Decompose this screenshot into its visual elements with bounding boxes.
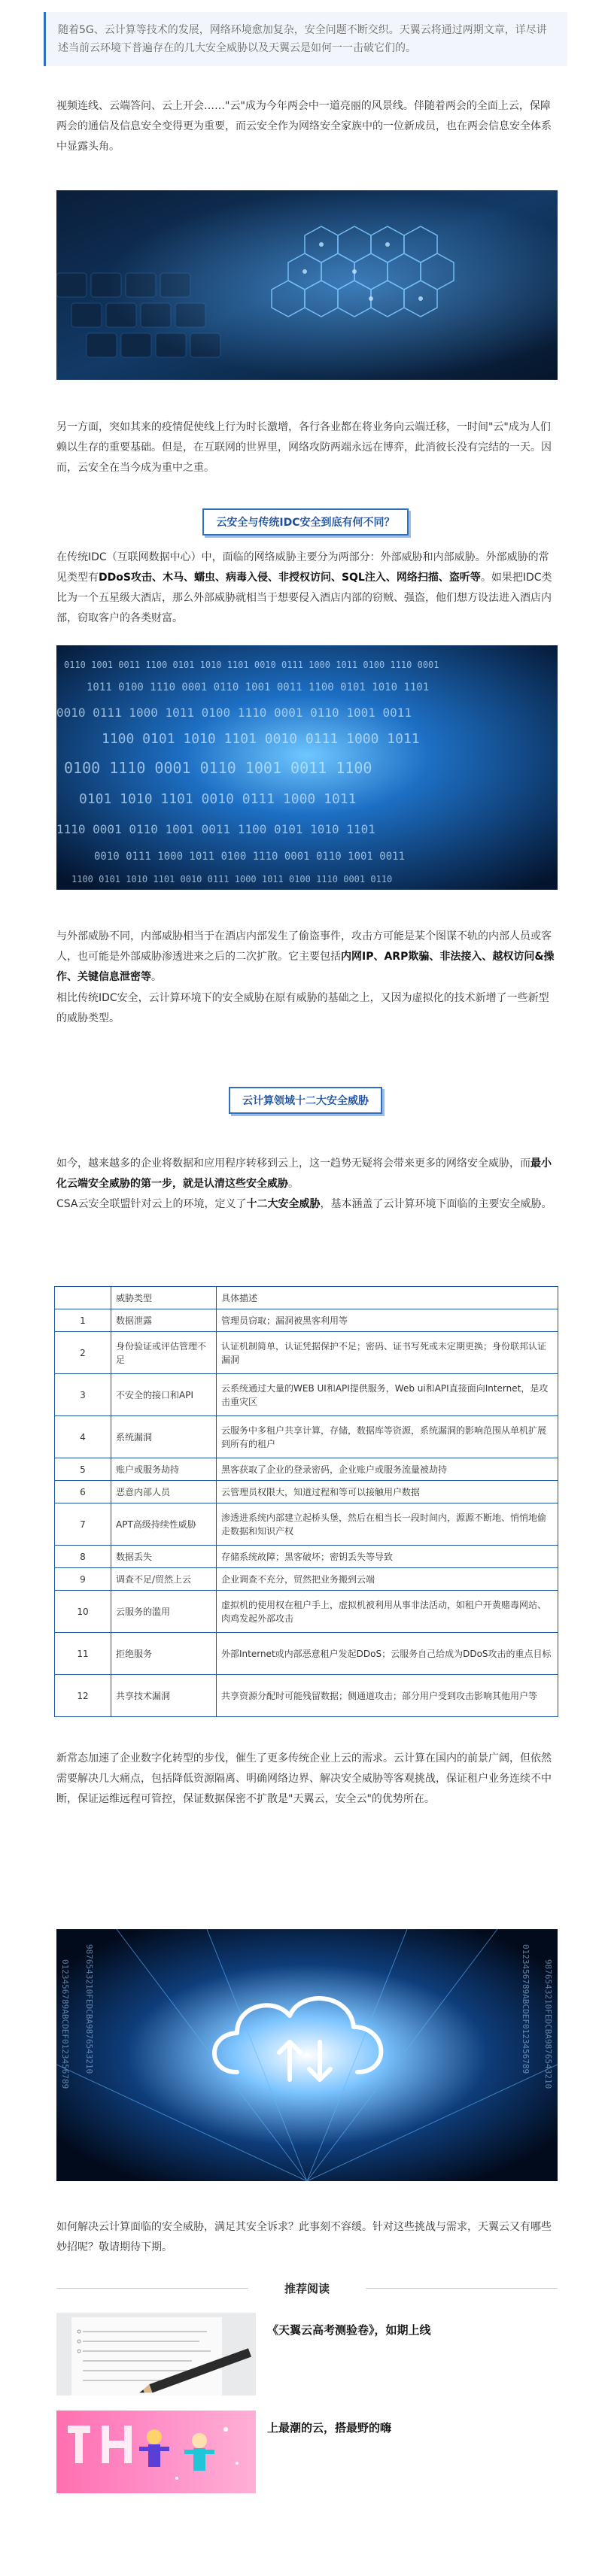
row-index: 4 — [55, 1416, 111, 1458]
row-index: 2 — [55, 1332, 111, 1374]
row-description: 共享资源分配时可能残留数据；侧通道攻击；部分用户受到攻击影响其他用户等 — [217, 1675, 558, 1717]
row-index: 10 — [55, 1591, 111, 1633]
row-description: 虚拟机的使用权在租户手上，虚拟机被利用从事非法活动，如租户开黄赌毒网站、肉鸡发起外部攻击 — [217, 1591, 558, 1633]
row-threat-type: 拒绝服务 — [111, 1633, 217, 1675]
section-title-cloud-vs-idc — [0, 508, 611, 536]
hero-image-cloud — [56, 1929, 558, 2181]
svg-text:1011 0100 1110 0001 0110 1001: 1011 0100 1110 0001 0110 1001 0011 1100 0101 1010 1101 — [87, 681, 430, 693]
paragraph-next-issue: 如何解决云计算面临的安全威胁，满足其安全诉求？此事刻不容缓。针对这些挑战与需求，天翼云又有哪些妙招呢？敬请期待下期。 — [56, 2221, 552, 2253]
row-threat-type: 恶意内部人员 — [111, 1481, 217, 1503]
row-threat-type: 云服务的滥用 — [111, 1591, 217, 1633]
recommend-item[interactable] — [56, 2411, 558, 2493]
intro-box — [44, 12, 567, 66]
table-row — [55, 1332, 558, 1374]
header-threat-type: 威胁类型 — [111, 1287, 217, 1309]
row-threat-type: 数据泄露 — [111, 1309, 217, 1332]
table-row — [55, 1633, 558, 1675]
row-description: 云系统通过大量的WEB UI和API提供服务，Web ui和API直接面向Internet，是攻击重灾区 — [217, 1374, 558, 1416]
threat-table — [54, 1286, 558, 1717]
keyboard-network-illustration — [56, 190, 558, 380]
recommend-header — [56, 2279, 558, 2298]
svg-text:9876543210FEDCBA9876543210: 9876543210FEDCBA9876543210 — [543, 1959, 553, 2089]
row-threat-type: 不安全的接口和API — [111, 1374, 217, 1416]
recommend-label: 推荐阅读 — [284, 2282, 330, 2295]
row-description: 黑客获取了企业的登录密码，企业账户或服务流量被劫持 — [217, 1458, 558, 1481]
recommend-thumbnail[interactable] — [56, 2313, 256, 2395]
paragraph-csa: CSA云安全联盟针对云上的环境，定义了十二大安全威胁，基本涵盖了云计算环境下面临的主要安全威胁。 — [56, 1198, 552, 1210]
svg-text:0100 1110 0001 0110 1001 0011: 0100 1110 0001 0110 1001 0011 1100 — [64, 759, 372, 777]
recommend-thumbnail[interactable] — [56, 2411, 256, 2493]
row-index: 7 — [55, 1503, 111, 1546]
paragraph-digital-transformation: 新常态加速了企业数字化转型的步伐，催生了更多传统企业上云的需求。云计算在国内的前景广阔，但依然需要解决几大痛点，包括降低资源隔离、明确网络边界、解决安全威胁等客观挑战，保证租户业务连续不中断，保证运维远程可管控，保证数据保密不扩散是"天翼云，安全云"的优势所在。 — [56, 1752, 552, 1805]
row-threat-type: 调查不足/贸然上云 — [111, 1568, 217, 1591]
paragraph-two-sessions: 视频连线、云端答问、云上开会……"云"成为今年两会中一道亮丽的风景线。伴随着两会的全面上云，保障两会的通信及信息安全变得更为重要，而云安全作为网络安全家族中的一位新成员，也在两会信息安全体系中显露头角。 — [56, 100, 552, 153]
section-title-label: 云安全与传统IDC安全到底有何不同？ — [202, 508, 408, 536]
row-description: 渗透进系统内部建立起桥头堡，然后在相当长一段时间内，源源不断地、悄悄地偷走数据和知识产权 — [217, 1503, 558, 1546]
row-index: 1 — [55, 1309, 111, 1332]
svg-text:0010 0111 1000 1011 0100 1110: 0010 0111 1000 1011 0100 1110 0001 0110 1001 0011 — [56, 705, 412, 720]
table-row — [55, 1458, 558, 1481]
header-index — [55, 1287, 111, 1309]
row-threat-type: 身份验证或评估管理不足 — [111, 1332, 217, 1374]
colorful-dancers-image — [56, 2411, 256, 2493]
row-index: 11 — [55, 1633, 111, 1675]
table-row — [55, 1568, 558, 1591]
svg-text:0101 1010 1101 0010 0111 1000: 0101 1010 1101 0010 0111 1000 1011 — [79, 791, 357, 807]
row-description: 云管理员权限大，知道过程和等可以接触用户数据 — [217, 1481, 558, 1503]
intro-text: 随着5G、云计算等技术的发展，网络环境愈加复杂，安全问题不断交织。天翼云将通过两期文章，详尽讲述当前云环境下普遍存在的几大安全威胁以及天翼云是如何一一击破它们的。 — [58, 24, 547, 54]
table-row — [55, 1503, 558, 1546]
svg-text:1110 0001 0110 1001 0011 1100: 1110 0001 0110 1001 0011 1100 0101 1010 1101 — [56, 822, 375, 836]
row-description: 管理员窃取；漏洞被黑客利用等 — [217, 1309, 558, 1332]
row-description: 企业调查不充分，贸然把业务搬到云端 — [217, 1568, 558, 1591]
recommend-item[interactable] — [56, 2313, 558, 2395]
svg-text:0123456789ABCDEF0123456789: 0123456789ABCDEF0123456789 — [60, 1959, 70, 2089]
hero-image-binary — [56, 645, 558, 890]
row-threat-type: 数据丢失 — [111, 1546, 217, 1568]
paragraph-data-migration: 如今，越来越多的企业将数据和应用程序转移到云上，这一趋势无疑将会带来更多的网络安全威胁，而最小化云端安全威胁的第一步，就是认清这些安全威胁。 — [56, 1158, 552, 1190]
table-row — [55, 1591, 558, 1633]
cloud-upload-illustration — [56, 1929, 558, 2181]
row-index: 9 — [55, 1568, 111, 1591]
svg-text:1100 0101 1010 1101 0010 0111: 1100 0101 1010 1101 0010 0111 1000 1011 0100 1110 0001 0110 — [71, 874, 393, 884]
recommend-title[interactable]: 《天翼云高考测验卷》，如期上线 — [267, 2323, 431, 2337]
row-threat-type: 账户或服务劫持 — [111, 1458, 217, 1481]
row-index: 5 — [55, 1458, 111, 1481]
binary-code-illustration — [56, 645, 558, 890]
row-index: 6 — [55, 1481, 111, 1503]
table-row — [55, 1416, 558, 1458]
row-threat-type: 共享技术漏洞 — [111, 1675, 217, 1717]
paragraph-internal-threats: 与外部威胁不同，内部威胁相当于在酒店内部发生了偷盗事件，攻击方可能是某个图谋不轨的内部人员或客人，也可能是外部威胁渗透进来之后的二次扩散。它主要包括内网IP、ARP欺骗、非法接入、越权访问&操作、关键信息泄密等。 — [56, 930, 555, 983]
paragraph-idc-threats: 在传统IDC（互联网数据中心）中，面临的网络威胁主要分为两部分：外部威胁和内部威胁。外部威胁的常见类型有DDoS攻击、木马、蠕虫、病毒入侵、非授权访问、SQL注入、网络扫描、盗听等。如果把IDC类比为一个五星级大酒店，那么外部威胁就相当于想要侵入酒店内部的窃贼、强盗，他们想方设法进入酒店内部，窃取客户的各类财富。 — [56, 551, 552, 624]
svg-text:1100 0101 1010 1101 0010 0111: 1100 0101 1010 1101 0010 0111 1000 1011 — [102, 731, 420, 747]
svg-text:0010 0111 1000 1011 0100 1110: 0010 0111 1000 1011 0100 1110 0001 0110 1001 0011 — [94, 851, 406, 863]
table-row — [55, 1675, 558, 1717]
row-description: 云服务中多租户共享计算，存储，数据库等资源，系统漏洞的影响范围从单机扩展到所有的租户 — [217, 1416, 558, 1458]
table-row — [55, 1546, 558, 1568]
exam-paper-pencil-image — [56, 2313, 256, 2395]
row-description: 外部Internet或内部恶意租户发起DDoS；云服务自己给成为DDoS攻击的重点目标 — [217, 1633, 558, 1675]
row-threat-type: APT高级持续性威胁 — [111, 1503, 217, 1546]
section-title-twelve-threats — [0, 1087, 611, 1114]
row-index: 12 — [55, 1675, 111, 1717]
recommend-title[interactable]: 上最潮的云，搭最野的嗨 — [267, 2421, 392, 2435]
table-row — [55, 1374, 558, 1416]
svg-text:0123456789ABCDEF0123456789: 0123456789ABCDEF0123456789 — [521, 1944, 530, 2074]
row-description: 认证机制简单，认证凭据保护不足；密码、证书写死或未定期更换；身份联邦认证漏洞 — [217, 1332, 558, 1374]
row-index: 8 — [55, 1546, 111, 1568]
row-threat-type: 系统漏洞 — [111, 1416, 217, 1458]
svg-text:0110 1001 0011 1100 0101 1010: 0110 1001 0011 1100 0101 1010 1101 0010 0111 1000 1011 0100 1110 0001 — [64, 660, 439, 670]
row-index: 3 — [55, 1374, 111, 1416]
table-header-row — [55, 1287, 558, 1309]
row-description: 存储系统故障；黑客破坏；密钥丢失等导致 — [217, 1546, 558, 1568]
paragraph-virtualization: 相比传统IDC安全，云计算环境下的安全威胁在原有威胁的基础之上，又因为虚拟化的技术新增了一些新型的威胁类型。 — [56, 992, 549, 1024]
hero-image-keyboard — [56, 190, 558, 380]
svg-text:9876543210FEDCBA9876543210: 9876543210FEDCBA9876543210 — [84, 1944, 94, 2074]
paragraph-pandemic: 另一方面，突如其来的疫情促使线上行为时长激增，各行各业都在将业务向云端迁移，一时间"云"成为人们赖以生存的重要基础。但是，在互联网的世界里，网络攻防两端永远在博弈，此消彼长没有完结的一天。因而，云安全在当今成为重中之重。 — [56, 421, 552, 474]
header-description: 具体描述 — [217, 1287, 558, 1309]
table-row — [55, 1481, 558, 1503]
section-title-label-2: 云计算领域十二大安全威胁 — [229, 1087, 382, 1114]
table-row — [55, 1309, 558, 1332]
